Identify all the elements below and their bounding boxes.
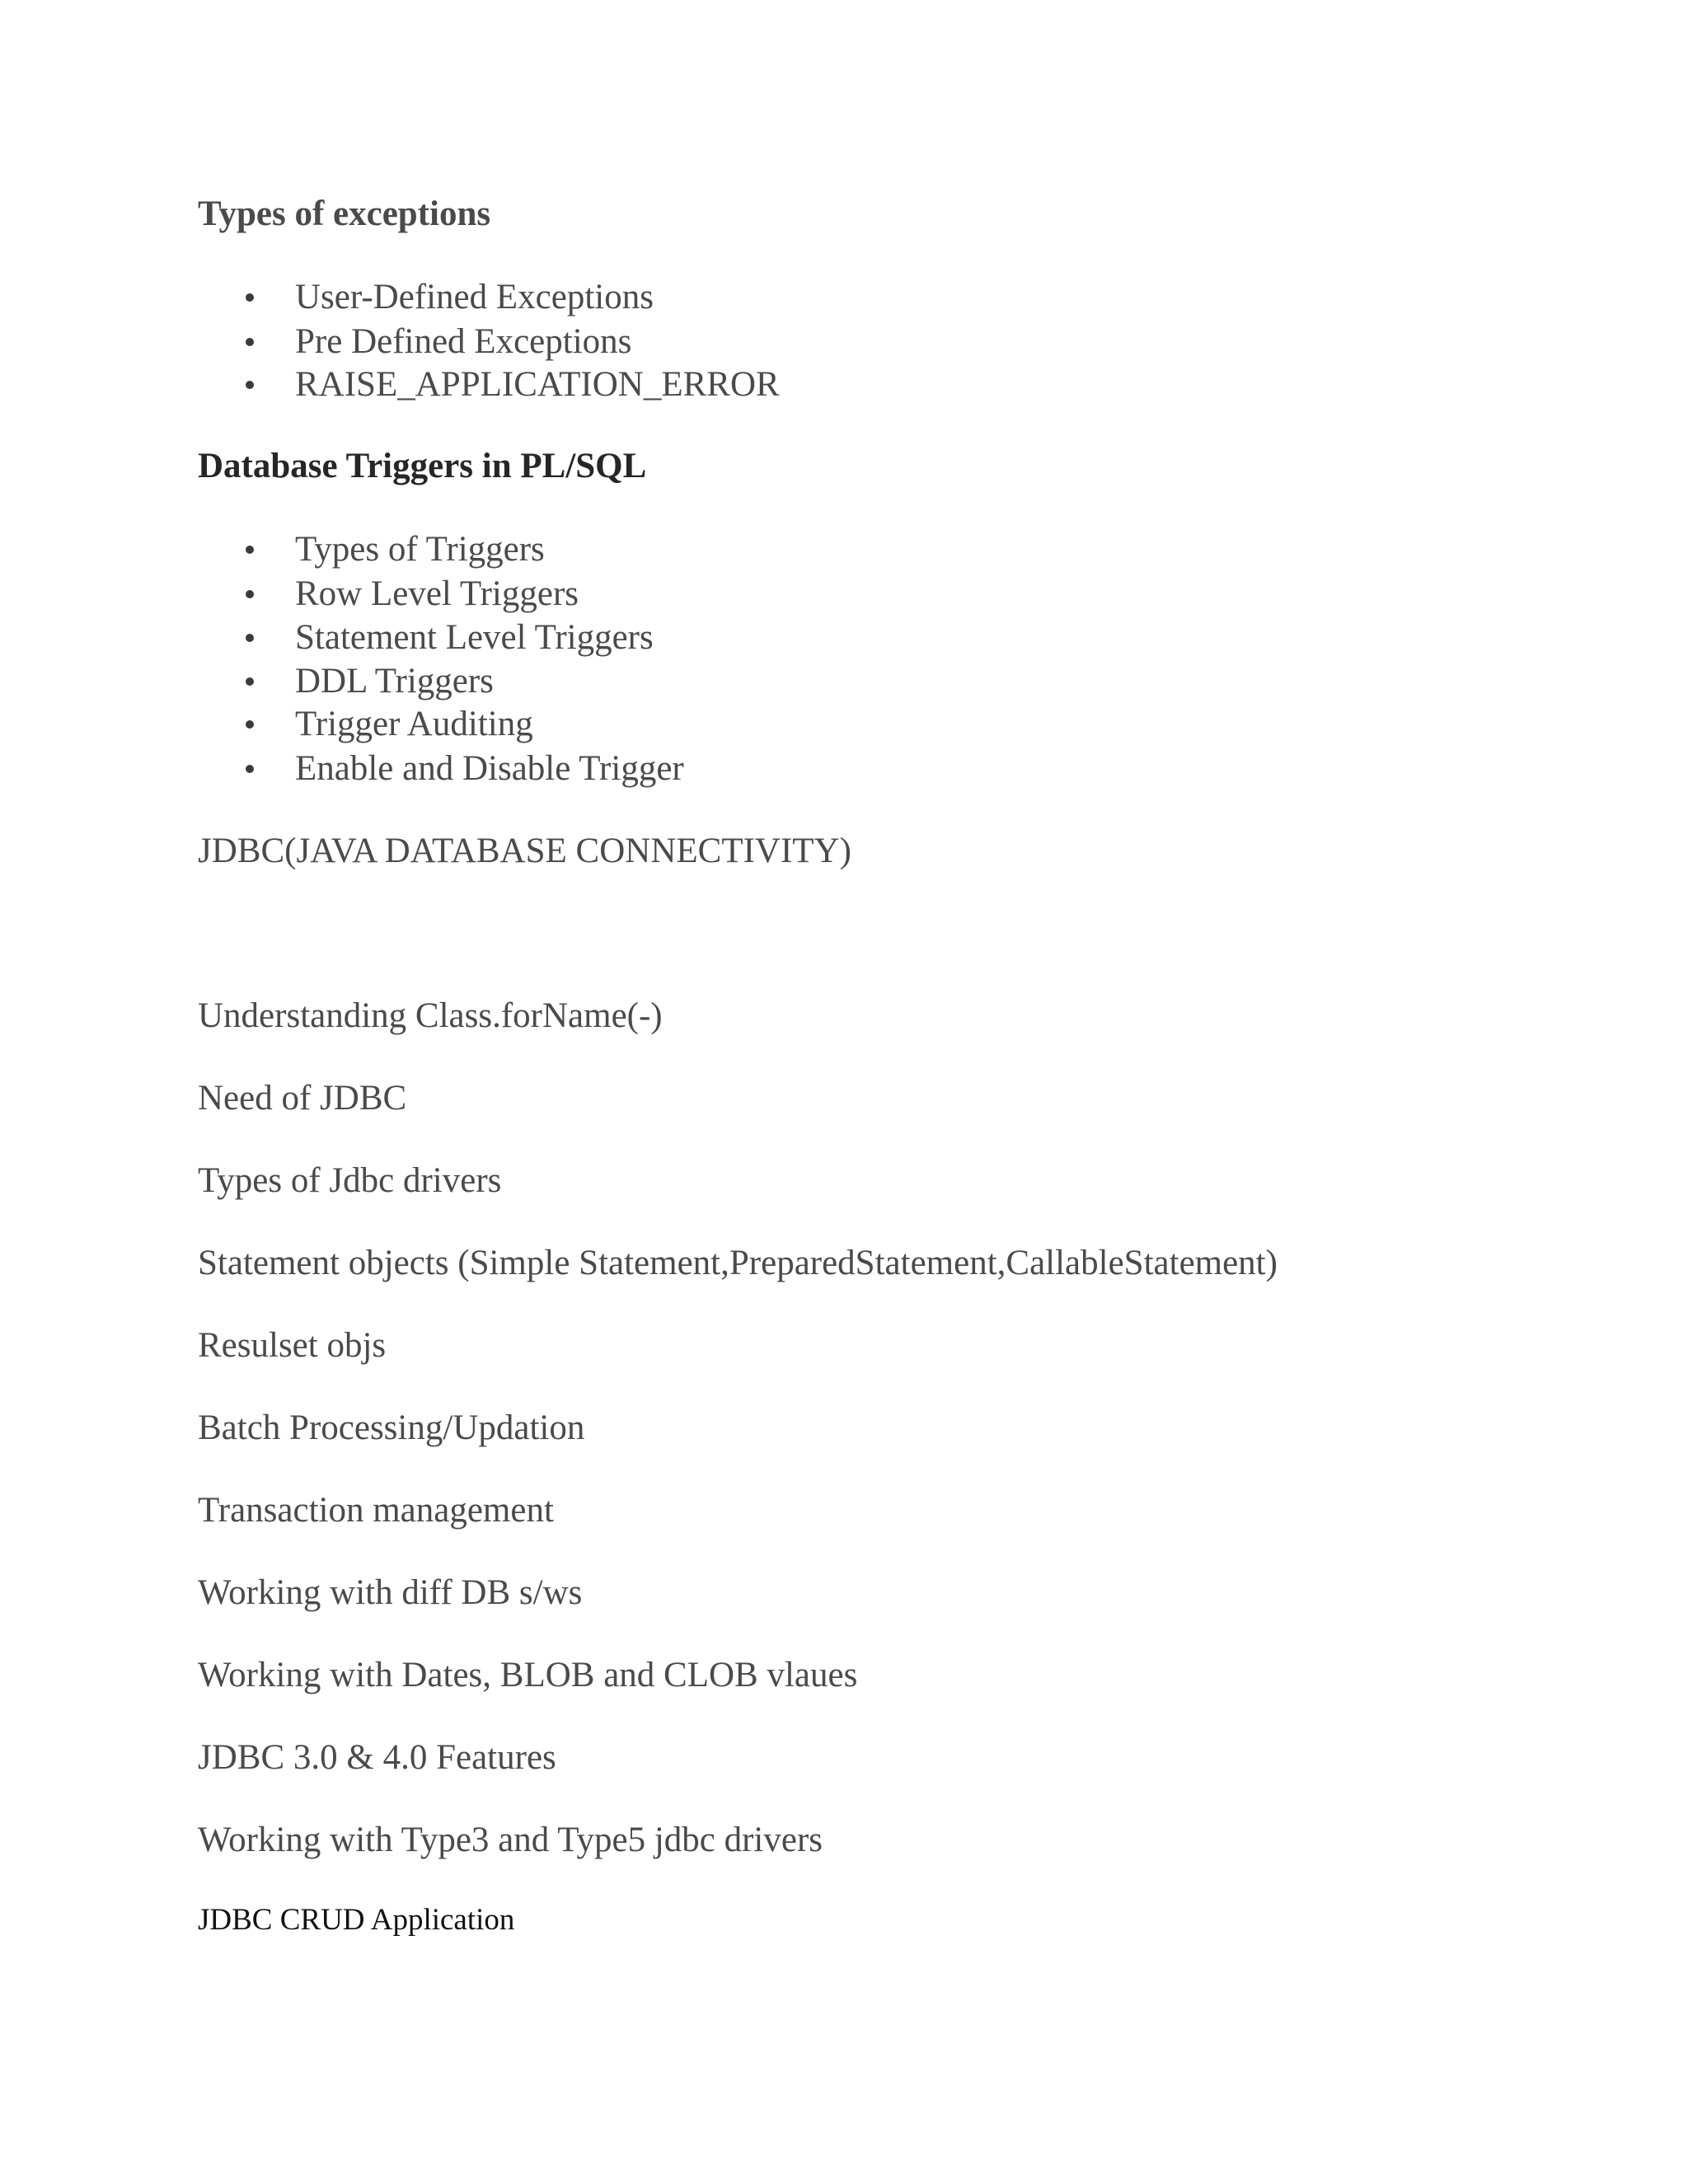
list-item-label: Enable and Disable Trigger [295,749,684,788]
bullet-icon [246,546,254,554]
jdbc-topic: Working with Dates, BLOB and CLOB vlaues [198,1656,858,1694]
jdbc-topic: Need of JDBC [198,1079,407,1118]
list-item-label: Row Level Triggers [295,574,579,613]
list-item-label: Statement Level Triggers [295,618,654,657]
bullet-icon [246,590,254,598]
bullet-icon [246,720,254,729]
triggers-heading: Database Triggers in PL/SQL [198,447,647,485]
jdbc-topic: Transaction management [198,1491,554,1530]
jdbc-topic: Resulset objs [198,1326,387,1365]
jdbc-crud-item: JDBC CRUD Application [198,1903,515,1937]
jdbc-topic: JDBC 3.0 & 4.0 Features [198,1738,556,1777]
jdbc-topic: Understanding Class.forName(-) [198,996,663,1035]
bullet-icon [246,381,254,389]
bullet-icon [246,634,254,642]
jdbc-heading: JDBC(JAVA DATABASE CONNECTIVITY) [198,832,851,870]
list-item-label: Types of Triggers [295,530,545,569]
exceptions-heading: Types of exceptions [198,194,491,233]
bullet-icon [246,293,254,302]
bullet-icon [246,677,254,686]
list-item-label: DDL Triggers [295,662,494,701]
list-item-label: Pre Defined Exceptions [295,322,632,361]
list-item-label: Trigger Auditing [295,705,533,743]
jdbc-topic: Types of Jdbc drivers [198,1161,502,1200]
jdbc-topic: Statement objects (Simple Statement,PreparedStatement,CallableStatement) [198,1244,1278,1282]
bullet-icon [246,338,254,346]
list-item-label: RAISE_APPLICATION_ERROR [295,365,780,404]
jdbc-topic: Batch Processing/Updation [198,1408,585,1447]
list-item-label: User-Defined Exceptions [295,278,654,316]
bullet-icon [246,765,254,773]
jdbc-topic: Working with Type3 and Type5 jdbc drivers [198,1821,823,1859]
jdbc-topic: Working with diff DB s/ws [198,1573,583,1612]
